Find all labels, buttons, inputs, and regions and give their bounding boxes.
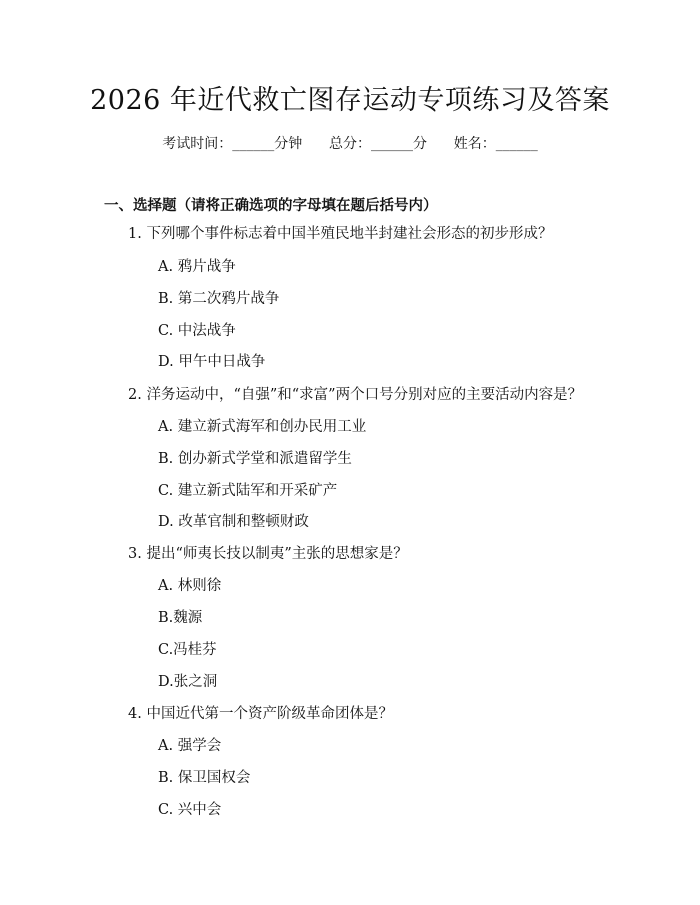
question-1-option-a: A. 鸦片战争: [158, 259, 236, 275]
question-3: 3. 提出“师夷长技以制夷”主张的思想家是？: [128, 546, 408, 562]
page-title: 2026 年近代救亡图存运动专项练习及答案: [90, 85, 610, 116]
question-3-option-b: B.魏源: [158, 610, 203, 626]
question-2: 2. 洋务运动中，“自强”和“求富”两个口号分别对应的主要活动内容是？: [128, 387, 583, 403]
question-2-option-b: B. 创办新式学堂和派遣留学生: [158, 451, 352, 467]
question-2-option-d: D. 改革官制和整顿财政: [158, 514, 309, 530]
question-3-option-d: D.张之洞: [158, 674, 218, 690]
question-2-option-c: C. 建立新式陆军和开采矿产: [158, 483, 338, 499]
question-4-option-c: C. 兴中会: [158, 802, 222, 818]
question-4-option-a: A. 强学会: [158, 738, 222, 754]
question-1-option-b: B. 第二次鸦片战争: [158, 291, 280, 307]
question-3-option-a: A. 林则徐: [158, 578, 222, 594]
question-1: 1. 下列哪个事件标志着中国半殖民地半封建社会形态的初步形成？: [128, 226, 553, 242]
question-1-option-c: C. 中法战争: [158, 323, 236, 339]
question-3-option-c: C.冯桂芬: [158, 642, 217, 658]
question-1-option-d: D. 甲午中日战争: [158, 354, 266, 370]
exam-info-line: 考试时间：______分钟 总分：______分 姓名：______: [162, 136, 538, 152]
question-4: 4. 中国近代第一个资产阶级革命团体是？: [128, 706, 393, 722]
question-4-option-b: B. 保卫国权会: [158, 770, 251, 786]
question-2-option-a: A. 建立新式海军和创办民用工业: [158, 419, 367, 435]
section-heading: 一、选择题（请将正确选项的字母填在题后括号内）: [104, 197, 438, 214]
